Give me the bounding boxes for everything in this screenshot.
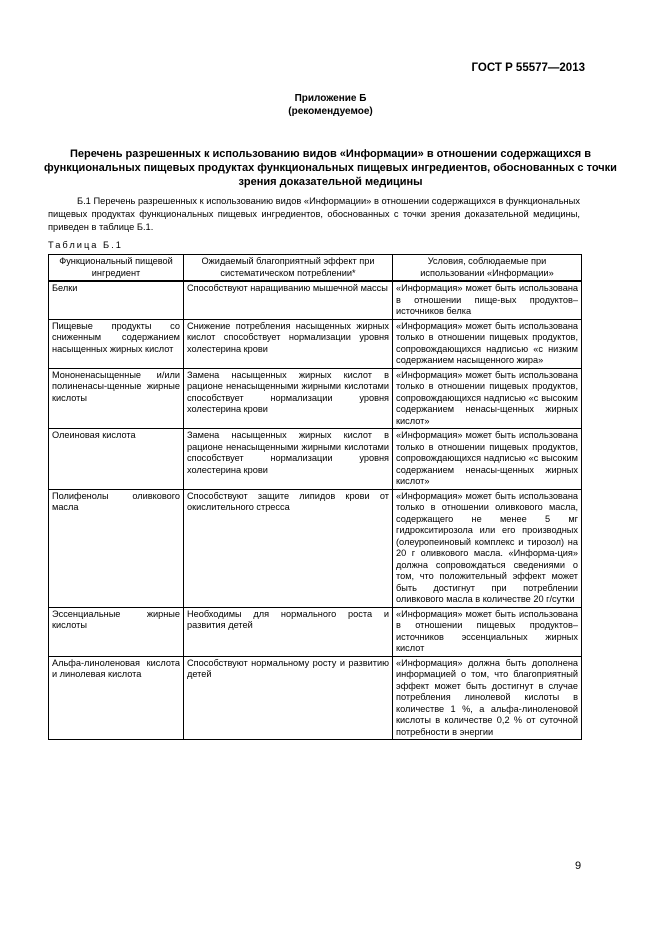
ingredient-cell: Белки bbox=[49, 281, 184, 319]
ingredient-cell: Альфа-линоленовая кислота и линолевая кислота bbox=[49, 656, 184, 740]
table-row bbox=[49, 368, 582, 429]
conditions-cell: «Информация» может быть использована в отношении пищевых продуктов–источников эссенциальных жирных кислот bbox=[393, 607, 582, 656]
ingredient-cell: Олеиновая кислота bbox=[49, 429, 184, 490]
effect-cell: Способствуют нормальному росту и развитию детей bbox=[184, 656, 393, 740]
conditions-cell: «Информация» должна быть дополнена информацией о том, что благоприятный эффект может быть достигнут в случае потребления линолевой кислоты в количестве 1 %, а альфа-линоленовой кислоты в количестве 0,2 % от суточной потребности в энергии bbox=[393, 656, 582, 740]
ingredient-cell: Пищевые продукты со сниженным содержанием насыщенных жирных кислот bbox=[49, 319, 184, 368]
appendix-title: Приложение Б bbox=[294, 93, 367, 104]
appendix-heading bbox=[0, 92, 661, 118]
conditions-cell: «Информация» может быть использована в отношении пище-вых продуктов–источников белка bbox=[393, 281, 582, 319]
section-title: Перечень разрешенных к использованию видов «Информации» в отношении содержащихся в функциональных пищевых продуктах функциональных пищевых ингредиентов, обоснованных с точки зрения доказательной медицины bbox=[44, 148, 617, 188]
table-row bbox=[49, 319, 582, 368]
page-number: 9 bbox=[575, 860, 582, 872]
appendix-subtitle: (рекомендуемое) bbox=[288, 106, 373, 117]
table-row bbox=[49, 607, 582, 656]
table-row bbox=[49, 281, 582, 319]
ingredient-cell: Эссенциальные жирные кислоты bbox=[49, 607, 184, 656]
header-effect: Ожидаемый благоприятный эффект при систематическом потреблении* bbox=[184, 255, 393, 282]
table-row bbox=[49, 656, 582, 740]
conditions-cell: «Информация» может быть использована только в отношении пищевых продуктов, сопровождающихся надписью «с высоким содержанием ненасы-щенных жирных кислот» bbox=[393, 429, 582, 490]
document-id: ГОСТ Р 55577—2013 bbox=[471, 62, 585, 74]
effect-cell: Способствуют защите липидов крови от окислительного стресса bbox=[184, 489, 393, 607]
header-ingredient: Функциональный пищевой ингредиент bbox=[49, 255, 184, 282]
table-header-row bbox=[49, 255, 582, 282]
effect-cell: Необходимы для нормального роста и развития детей bbox=[184, 607, 393, 656]
ingredient-cell: Полифенолы оливкового масла bbox=[49, 489, 184, 607]
ingredient-cell: Мононенасыщенные и/или полиненасы-щенные жирные кислоты bbox=[49, 368, 184, 429]
effect-cell: Замена насыщенных жирных кислот в рационе ненасыщенными жирными кислотами способствует нормализации уровня холестерина крови bbox=[184, 429, 393, 490]
table-row bbox=[49, 489, 582, 607]
ingredients-table bbox=[48, 254, 582, 740]
conditions-cell: «Информация» может быть использована только в отношении оливкового масла, содержащего не менее 5 мг гидрокситирозола или его производных (олеуропеиновый комплекс и тирозол) на 20 г оливкового масла. «Информа-ция» должна сопровождаться сведениями о том, что положительный эффект может быть достигнут при потреблении оливкового масла в количестве 20 г/сутки bbox=[393, 489, 582, 607]
effect-cell: Замена насыщенных жирных кислот в рационе ненасыщенными жирными кислотами способствует нормализации уровня холестерина крови bbox=[184, 368, 393, 429]
table-row bbox=[49, 429, 582, 490]
conditions-cell: «Информация» может быть использована только в отношении пищевых продуктов, сопровождающихся надписью «с высоким содержанием ненасы-щенных жирных кислот» bbox=[393, 368, 582, 429]
table-caption: Таблица Б.1 bbox=[48, 240, 123, 250]
header-conditions: Условия, соблюдаемые при использовании «Информации» bbox=[393, 255, 582, 282]
effect-cell: Снижение потребления насыщенных жирных кислот способствует нормализации уровня холестерина крови bbox=[184, 319, 393, 368]
intro-paragraph: Б.1 Перечень разрешенных к использованию видов «Информации» в отношении содержащихся в функциональных пищевых продуктах функциональных пищевых ингредиентов, обоснованных с точки зрения доказательной медицины, приведен в таблице Б.1. bbox=[48, 196, 580, 232]
effect-cell: Способствуют наращиванию мышечной массы bbox=[184, 281, 393, 319]
conditions-cell: «Информация» может быть использована только в отношении пищевых продуктов, сопровождающихся надписью «с низким содержанием насыщенного жира» bbox=[393, 319, 582, 368]
